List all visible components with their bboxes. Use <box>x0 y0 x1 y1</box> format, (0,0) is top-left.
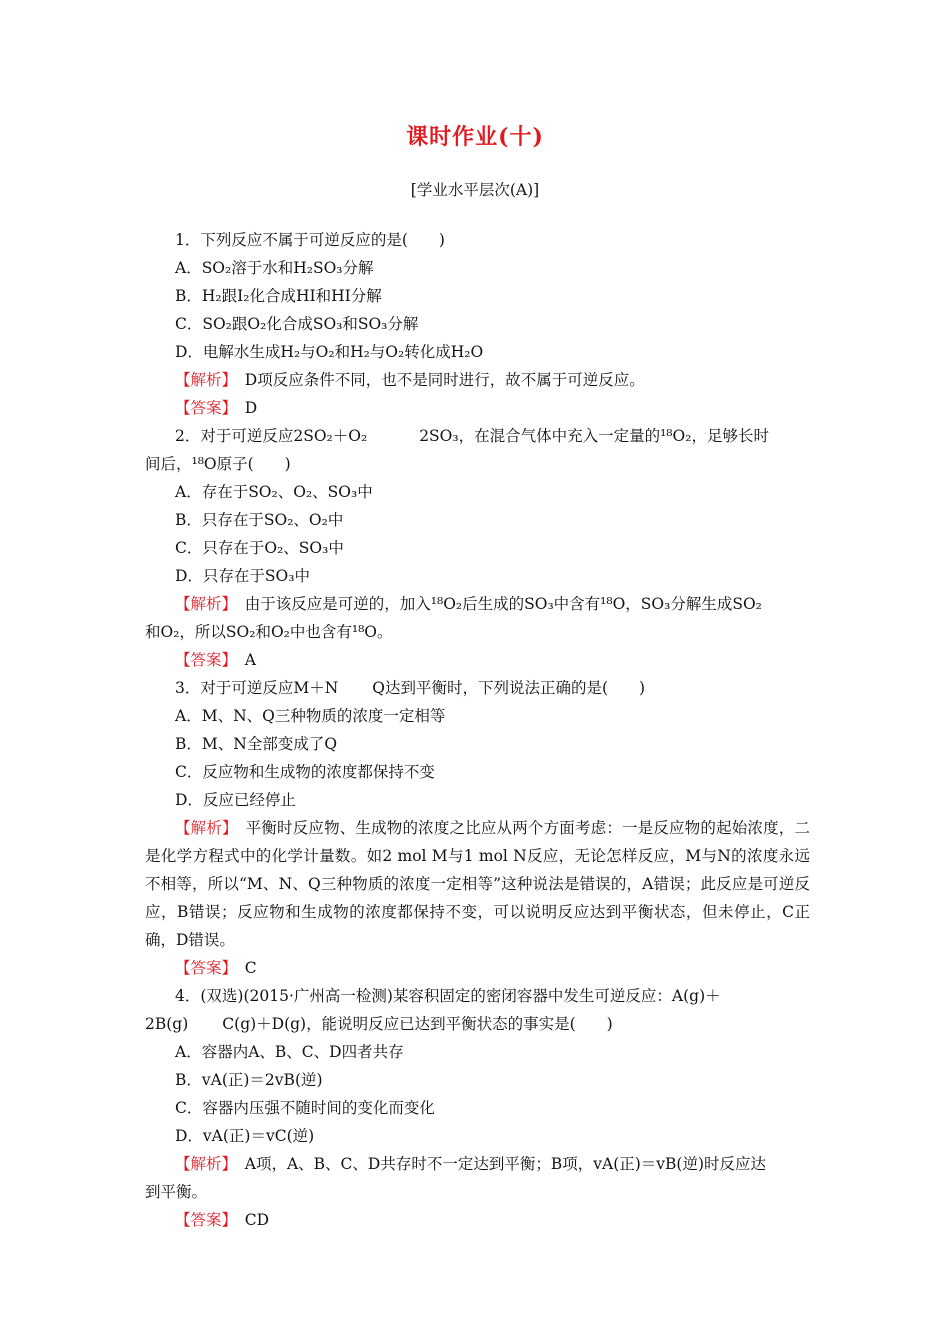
q1-analysis <box>145 366 810 394</box>
q4-analysis-line1 <box>145 1150 810 1178</box>
q2-option-b: B．只存在于SO₂、O₂中 <box>175 511 344 529</box>
q2-analysis-line2: 和O₂，所以SO₂和O₂中也含有¹⁸O。 <box>145 623 393 641</box>
q4-analysis-line2: 到平衡。 <box>145 1183 208 1201</box>
q2-stem-line1 <box>145 422 810 450</box>
analysis-tag: 【解析】 <box>175 371 230 389</box>
q4-option-d: D．vA(正)＝vC(逆) <box>175 1127 315 1145</box>
q3-answer <box>145 954 810 982</box>
q3-stem-part1: 3．对于可逆反应M＋N <box>175 679 339 697</box>
q1-option-a: A．SO₂溶于水和H₂SO₃分解 <box>175 259 374 277</box>
q3-answer-text: C <box>244 959 257 977</box>
q4-analysis-text1: A项，A、B、C、D共存时不一定达到平衡；B项，vA(正)＝vB(逆)时反应达 <box>244 1155 767 1173</box>
q2-analysis-text1: 由于该反应是可逆的，加入¹⁸O₂后生成的SO₃中含有¹⁸O，SO₃分解生成SO₂ <box>244 595 762 613</box>
answer-tag: 【答案】 <box>175 959 230 977</box>
q1-answer-text: D <box>244 399 258 417</box>
q1-option-d: D．电解水生成H₂与O₂和H₂与O₂转化成H₂O <box>175 343 484 361</box>
q1-analysis-text: D项反应条件不同，也不是同时进行，故不属于可逆反应。 <box>244 371 645 389</box>
q2-option-d: D．只存在于SO₃中 <box>175 567 310 585</box>
answer-tag: 【答案】 <box>175 1211 230 1229</box>
q3-analysis <box>145 814 810 954</box>
q3-stem <box>145 674 810 702</box>
q3-option-a: A．M、N、Q三种物质的浓度一定相等 <box>175 707 446 725</box>
q4-stem-part2a: 2B(g) <box>145 1015 189 1033</box>
q3-option-b: B．M、N全部变成了Q <box>175 735 338 753</box>
q4-answer-text: CD <box>244 1211 270 1229</box>
q2-stem-line2: 间后，¹⁸O原子( ) <box>145 455 291 473</box>
q1-answer <box>145 394 810 422</box>
q4-option-c: C．容器内压强不随时间的变化而变化 <box>175 1099 435 1117</box>
q2-answer <box>145 646 810 674</box>
analysis-tag: 【解析】 <box>175 1155 230 1173</box>
q1-option-c: C．SO₂跟O₂化合成SO₃和SO₃分解 <box>175 315 419 333</box>
q4-stem-part2b: C(g)＋D(g)，能说明反应已达到平衡状态的事实是( ) <box>222 1015 613 1033</box>
q2-option-a: A．存在于SO₂、O₂、SO₃中 <box>175 483 373 501</box>
q1-option-b: B．H₂跟I₂化合成HI和HI分解 <box>175 287 382 305</box>
q3-option-c: C．反应物和生成物的浓度都保持不变 <box>175 763 435 781</box>
q4-stem-line1: 4．(双选)(2015·广州高一检测)某容积固定的密闭容器中发生可逆反应：A(g)＋ <box>175 987 721 1005</box>
q1-stem: 1．下列反应不属于可逆反应的是( ) <box>175 231 445 249</box>
q4-option-a: A．容器内A、B、C、D四者共存 <box>175 1043 404 1061</box>
q4-answer <box>145 1206 810 1234</box>
level-heading: [学业水平层次(A)] <box>410 181 540 199</box>
q2-stem-part2: 2SO₃，在混合气体中充入一定量的¹⁸O₂，足够长时 <box>419 427 769 445</box>
q4-option-b: B．vA(正)＝2vB(逆) <box>175 1071 323 1089</box>
q4-stem-line2 <box>145 1010 810 1038</box>
answer-tag: 【答案】 <box>175 651 230 669</box>
answer-tag: 【答案】 <box>175 399 230 417</box>
q3-option-d: D．反应已经停止 <box>175 791 296 809</box>
content <box>145 226 810 1234</box>
q2-analysis-line1 <box>145 590 810 618</box>
q3-stem-part2: Q达到平衡时，下列说法正确的是( ) <box>372 679 646 697</box>
q2-option-c: C．只存在于O₂、SO₃中 <box>175 539 344 557</box>
page-title: 课时作业(十) <box>406 124 544 150</box>
q2-stem-part1: 2．对于可逆反应2SO₂＋O₂ <box>175 427 368 445</box>
analysis-tag: 【解析】 <box>175 819 230 837</box>
q3-analysis-text: 平衡时反应物、生成物的浓度之比应从两个方面考虑：一是反应物的起始浓度，二是化学方程式中的化学计量数。如2 mol M与1 mol N反应，无论怎样反应，M与N的浓度永远不相等，所以“M、N、Q三种物质的浓度一定相等”这种说法是错误的，A错误；此反应是可逆反应，B错误；反应物和生成物的浓度都保持不变，可以说明反应达到平衡状态，但未停止，C正确，D错误。 <box>145 819 810 949</box>
analysis-tag: 【解析】 <box>175 595 230 613</box>
q2-answer-text: A <box>244 651 256 669</box>
